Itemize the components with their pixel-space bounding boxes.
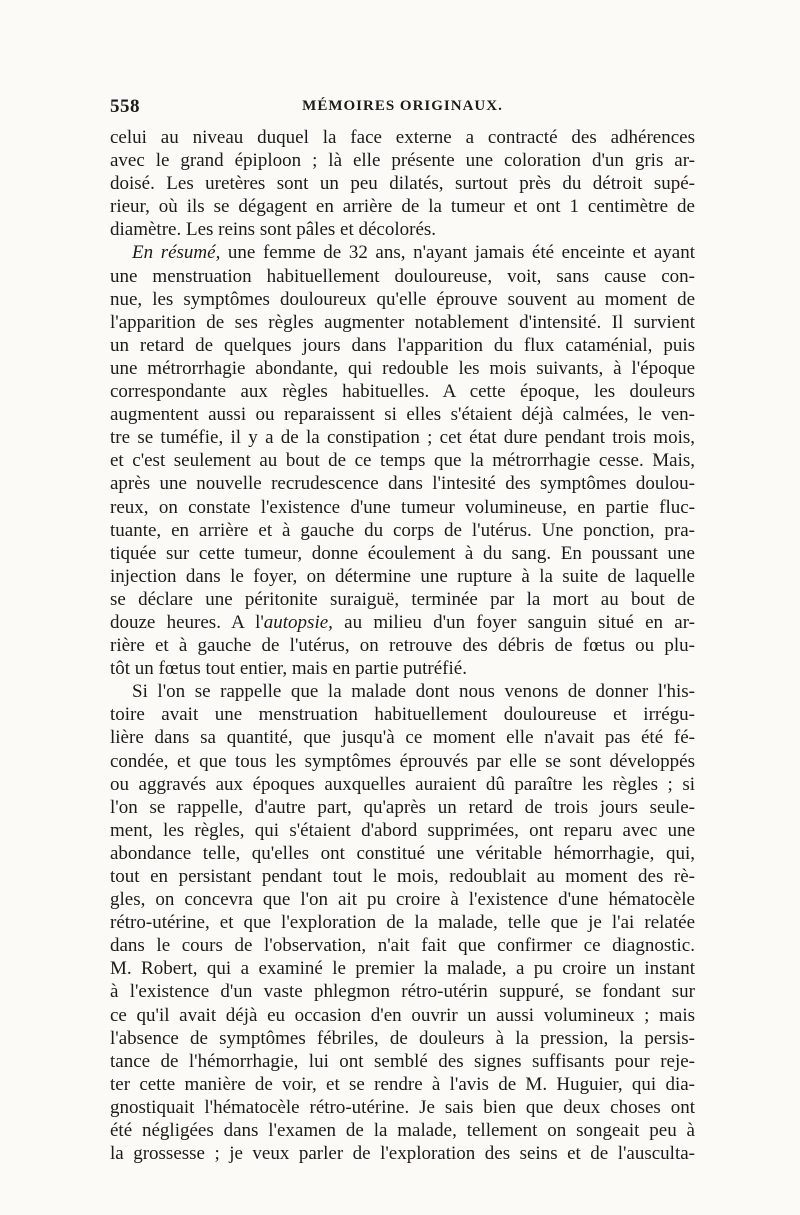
text-line: nue, les symptômes douloureux qu'elle éprouve souvent au moment de — [110, 288, 695, 310]
autopsie-before: douze heures. A l' — [110, 611, 264, 633]
autopsie-after: au milieu d'un foyer sanguin situé en ar- — [332, 611, 696, 633]
resume-label: En résumé, — [132, 242, 221, 264]
text-line: tance de l'hémorrhagie, lui ont semblé des signes suffisants pour reje- — [110, 1050, 695, 1072]
running-title: MÉMOIRES ORIGINAUX. — [302, 98, 503, 114]
autopsie-label: autopsie, — [263, 611, 333, 633]
text-line: M. Robert, qui a examiné le premier la malade, a pu croire un instant — [110, 958, 695, 980]
text-line: un retard de quelques jours dans l'apparition du flux cataménial, puis — [110, 334, 695, 356]
text-line: diamètre. Les reins sont pâles et décolorés. — [110, 219, 437, 241]
text-line: l'absence de symptômes fébriles, de douleurs à la pression, la persis- — [110, 1027, 695, 1049]
text-line: tout en persistant pendant tout le mois, redoublait au moment des rè- — [110, 866, 695, 887]
text-line: Si l'on se rappelle que la malade dont nous venons de donner l'his- — [132, 681, 695, 703]
text-line: rétro-utérine, et que l'exploration de la malade, telle que je l'ai relatée — [110, 912, 695, 934]
text-line: lière dans sa quantité, que jusqu'à ce moment elle n'avait pas été fé- — [110, 727, 695, 749]
text-line: une menstruation habituellement douloureuse, voit, sans cause con- — [110, 265, 695, 287]
text-line: après une nouvelle recrudescence dans l'intesité des symptômes doulou- — [110, 473, 695, 495]
page-number: 558 — [110, 96, 140, 117]
text-line: reux, on constate l'existence d'une tumeur volumineuse, en partie fluc- — [110, 496, 695, 518]
text-line: se déclare une péritonite suraiguë, terminée par la mort au bout de — [110, 588, 695, 610]
text-line: tiquée sur cette tumeur, donne écoulement à du sang. En poussant une — [110, 542, 695, 564]
text-line: injection dans le foyer, on détermine une rupture à la suite de laquelle — [110, 565, 695, 587]
text-line: ment, les règles, qui s'étaient d'abord supprimées, ont reparu avec une — [110, 819, 695, 841]
text-line: abondance telle, qu'elles ont constitué une véritable hémorrhagie, qui, — [110, 842, 695, 864]
text-line: l'apparition de ses règles augmenter notablement d'intensité. Il survient — [110, 311, 695, 333]
text-line: été négligées dans l'examen de la malade, tellement on songeait peu à — [110, 1120, 695, 1142]
text-line: tôt un fœtus tout entier, mais en partie putréfié. — [110, 658, 467, 680]
text-line: celui au niveau duquel la face externe a contracté des adhérences — [110, 127, 695, 148]
text-line: gles, on concevra que l'on ait pu croire à l'existence d'une hématocèle — [110, 889, 695, 911]
text-line: ter cette manière de voir, et se rendre à l'avis de M. Huguier, qui dia- — [110, 1073, 695, 1095]
text-line: rieur, où ils se dégagent en arrière de la tumeur et ont 1 centimètre de — [110, 196, 695, 218]
text-line: ce qu'il avait déjà eu occasion d'en ouvrir un aussi volumineux ; mais — [110, 1004, 695, 1026]
text-line-autopsie — [110, 611, 695, 634]
text-line: la grossesse ; je veux parler de l'exploration des seins et de l'ausculta- — [110, 1143, 695, 1165]
body-text — [110, 126, 695, 1165]
resume-text: une femme de 32 ans, n'ayant jamais été enceinte et ayant — [220, 242, 695, 264]
text-line: rière et à gauche de l'utérus, on retrouve des débris de fœtus ou plu- — [110, 635, 695, 657]
text-line: à l'existence d'un vaste phlegmon rétro-utérin suppuré, se fondant sur — [110, 981, 695, 1003]
page-header — [110, 96, 695, 122]
text-line: une métrorrhagie abondante, qui redouble les mois suivants, à l'époque — [110, 357, 695, 379]
text-line: doisé. Les uretères sont un peu dilatés, surtout près du détroit supé- — [110, 173, 695, 195]
text-line: dans le cours de l'observation, n'ait fait que confirmer ce diagnostic. — [110, 935, 695, 957]
text-line: augmentent aussi ou reparaissent si elles s'étaient déjà calmées, le ven- — [110, 404, 695, 426]
text-line-resume — [110, 241, 695, 264]
text-line: et c'est seulement au bout de ce temps que la métrorrhagie cesse. Mais, — [110, 450, 695, 472]
text-line: tre se tuméfie, il y a de la constipation ; cet état dure pendant trois mois, — [110, 427, 695, 449]
text-line: ou aggravés aux époques auxquelles auraient dû paraître les règles ; si — [110, 773, 695, 795]
text-line: avec le grand épiploon ; là elle présente une coloration d'un gris ar- — [110, 150, 695, 172]
text-line: correspondante aux règles habituelles. A cette époque, les douleurs — [110, 381, 695, 403]
text-line: l'on se rappelle, d'autre part, qu'après un retard de trois jours seule- — [110, 796, 695, 818]
text-line: gnostiquait l'hématocèle rétro-utérine. Je sais bien que deux choses ont — [110, 1096, 695, 1118]
text-line: condée, et que tous les symptômes éprouvés par elle se sont développés — [110, 750, 695, 772]
text-line: tuante, en arrière et à gauche du corps de l'utérus. Une ponction, pra- — [110, 519, 695, 541]
text-line: toire avait une menstruation habituellement douloureuse et irrégu- — [110, 704, 695, 726]
